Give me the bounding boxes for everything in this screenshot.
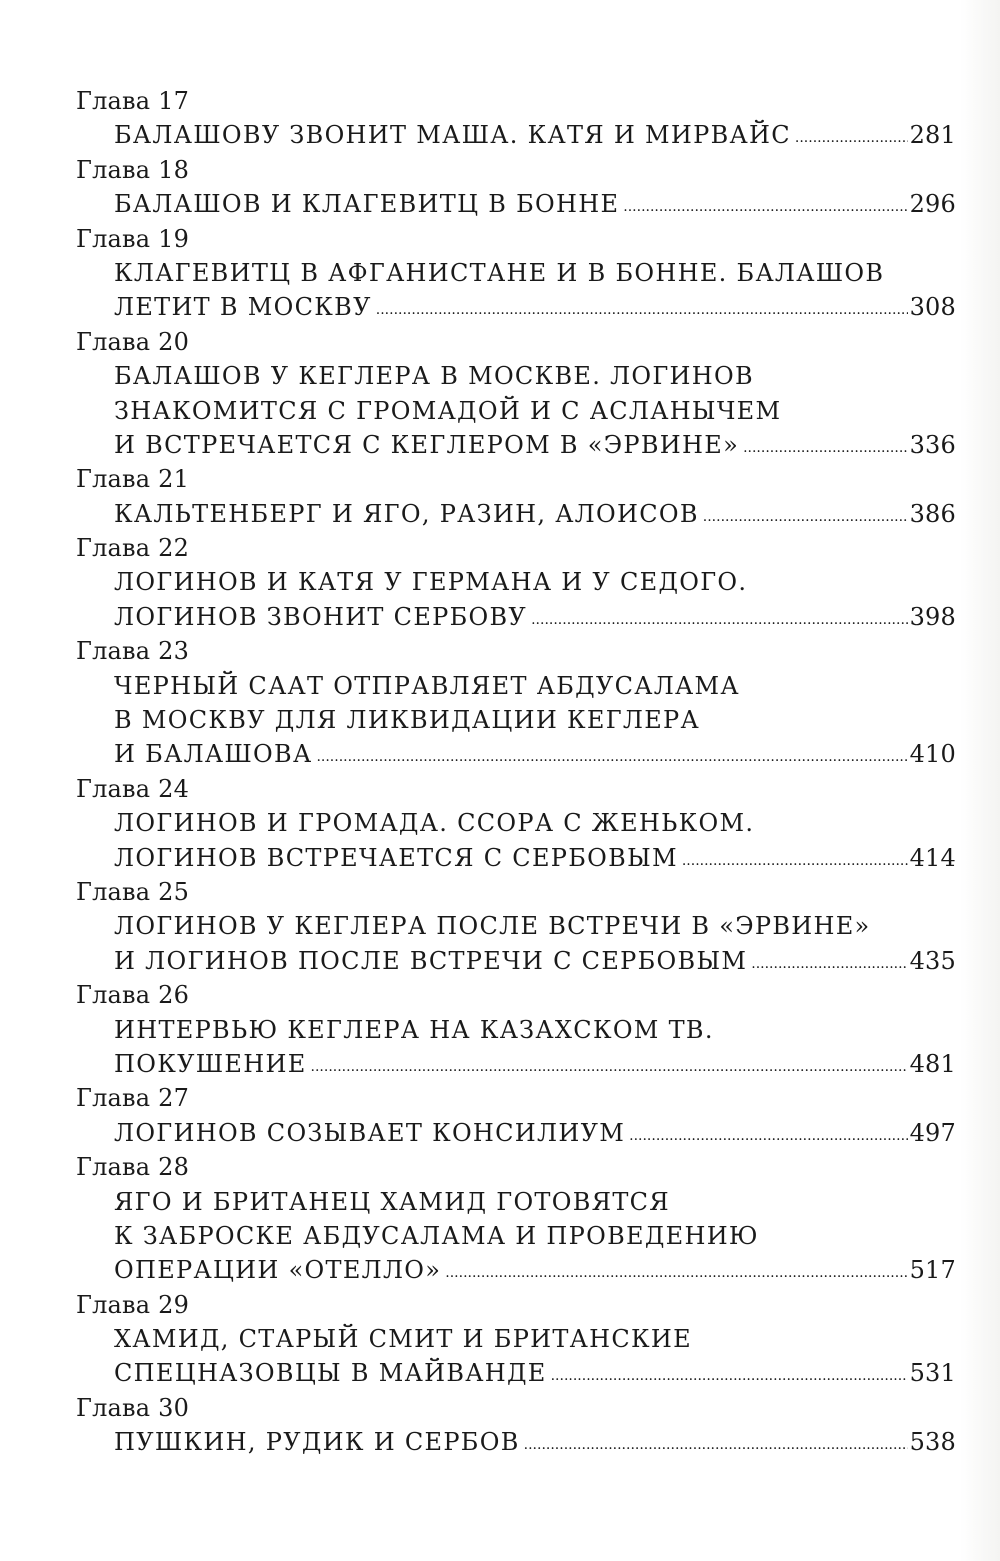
chapter-title-text: ОПЕРАЦИИ «ОТЕЛЛО» — [114, 1256, 442, 1285]
dot-leader — [751, 947, 907, 978]
toc-entry — [76, 153, 956, 222]
dot-leader — [743, 431, 908, 462]
chapter-title-text: ПОКУШЕНИЕ — [114, 1049, 307, 1078]
chapter-title-text: ЗНАКОМИТСЯ С ГРОМАДОЙ И С АСЛАНЫЧЕМ — [114, 396, 782, 425]
chapter-title-text: ЛОГИНОВ У КЕГЛЕРА ПОСЛЕ ВСТРЕЧИ В «ЭРВИНЕ» — [114, 912, 871, 941]
toc-entry — [76, 531, 956, 634]
toc-entry — [76, 1150, 956, 1288]
chapter-title-text: ПУШКИН, РУДИК И СЕРБОВ — [114, 1428, 520, 1457]
dot-leader — [316, 740, 907, 771]
toc-entry — [76, 1081, 956, 1150]
chapter-title-text: КЛАГЕВИТЦ В АФГАНИСТАНЕ И В БОННЕ. БАЛАШОВ — [114, 258, 885, 287]
chapter-label: Глава 22 — [76, 534, 190, 563]
chapter-title-text: К ЗАБРОСКЕ АБДУСАЛАМА И ПРОВЕДЕНИЮ — [114, 1221, 759, 1250]
chapter-label: Глава 25 — [76, 877, 190, 906]
chapter-label: Глава 24 — [76, 774, 190, 803]
chapter-title-line — [114, 565, 956, 599]
toc-entry — [76, 325, 956, 463]
chapter-title-line — [114, 1047, 956, 1081]
page-number: 531 — [909, 1359, 956, 1388]
chapter-title-line — [114, 359, 956, 393]
chapter-title-text: ЛОГИНОВ И КАТЯ У ГЕРМАНА И У СЕДОГО. — [114, 568, 748, 597]
chapter-title-text: БАЛАШОВУ ЗВОНИТ МАША. КАТЯ И МИРВАЙС — [114, 121, 791, 150]
chapter-title-line — [114, 737, 956, 771]
chapter-title-line — [114, 1219, 956, 1253]
chapter-label: Глава 27 — [76, 1084, 190, 1113]
toc-entry — [76, 84, 956, 153]
chapter-title-line — [114, 669, 956, 703]
chapter-title-text: ЯГО И БРИТАНЕЦ ХАМИД ГОТОВЯТСЯ — [114, 1187, 670, 1216]
toc-entry — [76, 462, 956, 531]
page-number: 481 — [909, 1049, 956, 1078]
page-number: 517 — [909, 1256, 956, 1285]
chapter-label: Глава 21 — [76, 465, 190, 494]
dot-leader — [445, 1256, 907, 1287]
chapter-title-text: ЧЕРНЫЙ СААТ ОТПРАВЛЯЕТ АБДУСАЛАМА — [114, 671, 740, 700]
chapter-title-line — [114, 118, 956, 152]
dot-leader — [311, 1050, 908, 1081]
chapter-label: Глава 18 — [76, 155, 190, 184]
chapter-label: Глава 30 — [76, 1393, 190, 1422]
page-number: 386 — [909, 499, 956, 528]
chapter-title-text: И ВСТРЕЧАЕТСЯ С КЕГЛЕРОМ В «ЭРВИНЕ» — [114, 430, 740, 459]
chapter-title-line — [114, 944, 956, 978]
chapter-label: Глава 26 — [76, 981, 190, 1010]
chapter-label: Глава 19 — [76, 224, 190, 253]
chapter-title-line — [114, 1322, 956, 1356]
chapter-title-line — [114, 290, 956, 324]
chapter-title-text: В МОСКВУ ДЛЯ ЛИКВИДАЦИИ КЕГЛЕРА — [114, 706, 700, 735]
chapter-title-line — [114, 428, 956, 462]
page-number: 296 — [909, 190, 956, 219]
chapter-title-line — [114, 841, 956, 875]
chapter-title-text: ЛОГИНОВ СОЗЫВАЕТ КОНСИЛИУМ — [114, 1118, 626, 1147]
dot-leader — [376, 293, 908, 324]
page-number: 435 — [909, 946, 956, 975]
chapter-title-line — [114, 394, 956, 428]
dot-leader — [795, 121, 908, 152]
page-number: 398 — [909, 602, 956, 631]
chapter-title-line — [114, 703, 956, 737]
chapter-title-text: КАЛЬТЕНБЕРГ И ЯГО, РАЗИН, АЛОИСОВ — [114, 499, 699, 528]
toc-entry — [76, 222, 956, 325]
toc-entry — [76, 1391, 956, 1460]
page-number: 497 — [909, 1118, 956, 1147]
chapter-title-line — [114, 806, 956, 840]
chapter-title-text: БАЛАШОВ У КЕГЛЕРА В МОСКВЕ. ЛОГИНОВ — [114, 362, 754, 391]
page-number: 281 — [909, 121, 956, 150]
chapter-title-text: И БАЛАШОВА — [114, 740, 313, 769]
chapter-title-line — [114, 1013, 956, 1047]
dot-leader — [524, 1428, 908, 1459]
dot-leader — [551, 1359, 908, 1390]
chapter-title-line — [114, 256, 956, 290]
chapter-title-text: ХАМИД, СТАРЫЙ СМИТ И БРИТАНСКИЕ — [114, 1325, 692, 1354]
page-number: 414 — [909, 843, 956, 872]
toc-entry — [76, 1288, 956, 1391]
chapter-title-text: ЛЕТИТ В МОСКВУ — [114, 293, 372, 322]
chapter-title-line — [114, 187, 956, 221]
chapter-title-text: ЛОГИНОВ ЗВОНИТ СЕРБОВУ — [114, 602, 528, 631]
chapter-title-text: ИНТЕРВЬЮ КЕГЛЕРА НА КАЗАХСКОМ ТВ. — [114, 1015, 714, 1044]
chapter-title-text: И ЛОГИНОВ ПОСЛЕ ВСТРЕЧИ С СЕРБОВЫМ — [114, 946, 748, 975]
chapter-label: Глава 20 — [76, 327, 190, 356]
chapter-title-line — [114, 1356, 956, 1390]
dot-leader — [682, 844, 908, 875]
toc-entry — [76, 875, 956, 978]
page-number: 308 — [909, 293, 956, 322]
chapter-title-line — [114, 1425, 956, 1459]
chapter-title-line — [114, 1253, 956, 1287]
toc-entry — [76, 978, 956, 1081]
chapter-label: Глава 28 — [76, 1153, 190, 1182]
page-number: 538 — [909, 1428, 956, 1457]
chapter-label: Глава 29 — [76, 1290, 190, 1319]
page-number: 410 — [909, 740, 956, 769]
page-number: 336 — [909, 430, 956, 459]
chapter-title-text: БАЛАШОВ И КЛАГЕВИТЦ В БОННЕ — [114, 190, 620, 219]
chapter-title-line — [114, 909, 956, 943]
chapter-title-line — [114, 497, 956, 531]
dot-leader — [531, 603, 907, 634]
dot-leader — [629, 1119, 907, 1150]
toc-entry — [76, 772, 956, 875]
chapter-title-line — [114, 600, 956, 634]
toc-entry — [76, 634, 956, 772]
chapter-title-text: ЛОГИНОВ И ГРОМАДА. ССОРА С ЖЕНЬКОМ. — [114, 809, 755, 838]
chapter-title-line — [114, 1185, 956, 1219]
chapter-title-text: СПЕЦНАЗОВЦЫ В МАЙВАНДЕ — [114, 1359, 547, 1388]
table-of-contents — [76, 84, 956, 1460]
chapter-label: Глава 17 — [76, 87, 190, 115]
chapter-title-text: ЛОГИНОВ ВСТРЕЧАЕТСЯ С СЕРБОВЫМ — [114, 843, 678, 872]
dot-leader — [703, 500, 908, 531]
chapter-label: Глава 23 — [76, 637, 190, 666]
chapter-title-line — [114, 1116, 956, 1150]
dot-leader — [623, 190, 907, 221]
